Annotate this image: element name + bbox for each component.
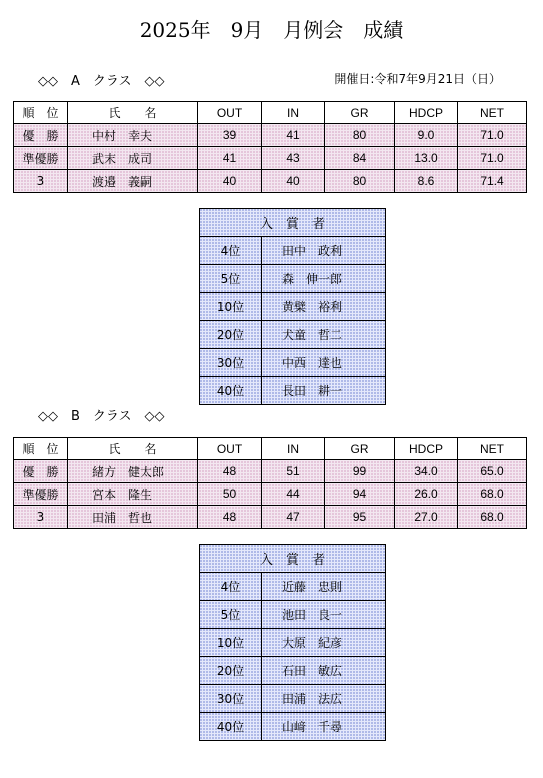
col-in-header: IN [262, 438, 325, 460]
prize-rank: 4位 [200, 573, 262, 601]
in-cell: 41 [262, 124, 325, 147]
prize-name: 田中 政利 [262, 237, 386, 265]
class-b-prize-table [199, 544, 386, 741]
rank-cell: 3 [14, 170, 68, 193]
prize-row [200, 377, 386, 405]
table-header-row [14, 438, 527, 460]
gr-cell: 84 [325, 147, 395, 170]
hdcp-cell: 26.0 [395, 483, 458, 506]
class-a-results-table [13, 101, 527, 193]
in-cell: 40 [262, 170, 325, 193]
class-b-results-table [13, 437, 527, 529]
prize-rank: 30位 [200, 349, 262, 377]
hdcp-cell: 34.0 [395, 460, 458, 483]
class-a-prize-table [199, 208, 386, 405]
prize-rank: 40位 [200, 377, 262, 405]
col-out-header: OUT [198, 102, 262, 124]
net-cell: 68.0 [458, 506, 527, 529]
prize-rank: 10位 [200, 293, 262, 321]
name-cell: 緒方 健太郎 [68, 460, 198, 483]
col-name-header: 氏 名 [68, 438, 198, 460]
out-cell: 40 [198, 170, 262, 193]
prize-row [200, 657, 386, 685]
rank-cell: 準優勝 [14, 147, 68, 170]
name-cell: 武末 成司 [68, 147, 198, 170]
table-row [14, 460, 527, 483]
prize-row [200, 265, 386, 293]
prize-name: 長田 耕一 [262, 377, 386, 405]
in-cell: 43 [262, 147, 325, 170]
gr-cell: 80 [325, 170, 395, 193]
prize-rank: 40位 [200, 713, 262, 741]
col-net-header: NET [458, 438, 527, 460]
gr-cell: 99 [325, 460, 395, 483]
page-title: 2025年 9月 月例会 成績 [139, 18, 404, 42]
class-a-heading: ◇◇ A クラス ◇◇ [38, 74, 165, 89]
prize-row [200, 629, 386, 657]
prize-rank: 20位 [200, 657, 262, 685]
table-row [14, 124, 527, 147]
out-cell: 48 [198, 460, 262, 483]
prize-rank: 5位 [200, 601, 262, 629]
gr-cell: 94 [325, 483, 395, 506]
table-row [14, 483, 527, 506]
out-cell: 39 [198, 124, 262, 147]
col-hdcp-header: HDCP [395, 102, 458, 124]
name-cell: 渡邉 義嗣 [68, 170, 198, 193]
col-rank-header: 順 位 [14, 438, 68, 460]
prize-name: 山﨑 千尋 [262, 713, 386, 741]
name-cell: 宮本 隆生 [68, 483, 198, 506]
prize-rank: 5位 [200, 265, 262, 293]
prize-name: 中西 達也 [262, 349, 386, 377]
name-cell: 中村 幸夫 [68, 124, 198, 147]
prize-row [200, 349, 386, 377]
col-name-header: 氏 名 [68, 102, 198, 124]
prize-name: 池田 良一 [262, 601, 386, 629]
in-cell: 47 [262, 506, 325, 529]
prize-name: 近藤 忠則 [262, 573, 386, 601]
prize-name: 石田 敏広 [262, 657, 386, 685]
gr-cell: 80 [325, 124, 395, 147]
prize-row [200, 237, 386, 265]
prize-name: 森 伸一郎 [262, 265, 386, 293]
table-row [14, 170, 527, 193]
col-gr-header: GR [325, 102, 395, 124]
prize-name: 大原 紀彦 [262, 629, 386, 657]
prize-row [200, 685, 386, 713]
hdcp-cell: 8.6 [395, 170, 458, 193]
rank-cell: 優 勝 [14, 124, 68, 147]
prize-header: 入 賞 者 [200, 545, 386, 573]
hdcp-cell: 13.0 [395, 147, 458, 170]
prize-name: 田浦 法広 [262, 685, 386, 713]
rank-cell: 準優勝 [14, 483, 68, 506]
event-date: 開催日:令和7年9月21日（日） [334, 72, 501, 86]
prize-row [200, 601, 386, 629]
col-hdcp-header: HDCP [395, 438, 458, 460]
hdcp-cell: 27.0 [395, 506, 458, 529]
class-b-heading: ◇◇ B クラス ◇◇ [38, 409, 165, 424]
col-rank-header: 順 位 [14, 102, 68, 124]
table-row [14, 147, 527, 170]
col-gr-header: GR [325, 438, 395, 460]
hdcp-cell: 9.0 [395, 124, 458, 147]
net-cell: 68.0 [458, 483, 527, 506]
in-cell: 44 [262, 483, 325, 506]
rank-cell: 3 [14, 506, 68, 529]
col-net-header: NET [458, 102, 527, 124]
out-cell: 50 [198, 483, 262, 506]
name-cell: 田浦 哲也 [68, 506, 198, 529]
prize-rank: 30位 [200, 685, 262, 713]
prize-rank: 20位 [200, 321, 262, 349]
net-cell: 71.0 [458, 147, 527, 170]
prize-header: 入 賞 者 [200, 209, 386, 237]
prize-name: 犬童 哲二 [262, 321, 386, 349]
prize-rank: 4位 [200, 237, 262, 265]
net-cell: 71.4 [458, 170, 527, 193]
out-cell: 48 [198, 506, 262, 529]
gr-cell: 95 [325, 506, 395, 529]
prize-name: 黄檗 裕利 [262, 293, 386, 321]
prize-row [200, 713, 386, 741]
net-cell: 65.0 [458, 460, 527, 483]
net-cell: 71.0 [458, 124, 527, 147]
out-cell: 41 [198, 147, 262, 170]
table-header-row [14, 102, 527, 124]
in-cell: 51 [262, 460, 325, 483]
prize-row [200, 293, 386, 321]
col-in-header: IN [262, 102, 325, 124]
table-row [14, 506, 527, 529]
prize-row [200, 321, 386, 349]
prize-rank: 10位 [200, 629, 262, 657]
rank-cell: 優 勝 [14, 460, 68, 483]
prize-row [200, 573, 386, 601]
col-out-header: OUT [198, 438, 262, 460]
